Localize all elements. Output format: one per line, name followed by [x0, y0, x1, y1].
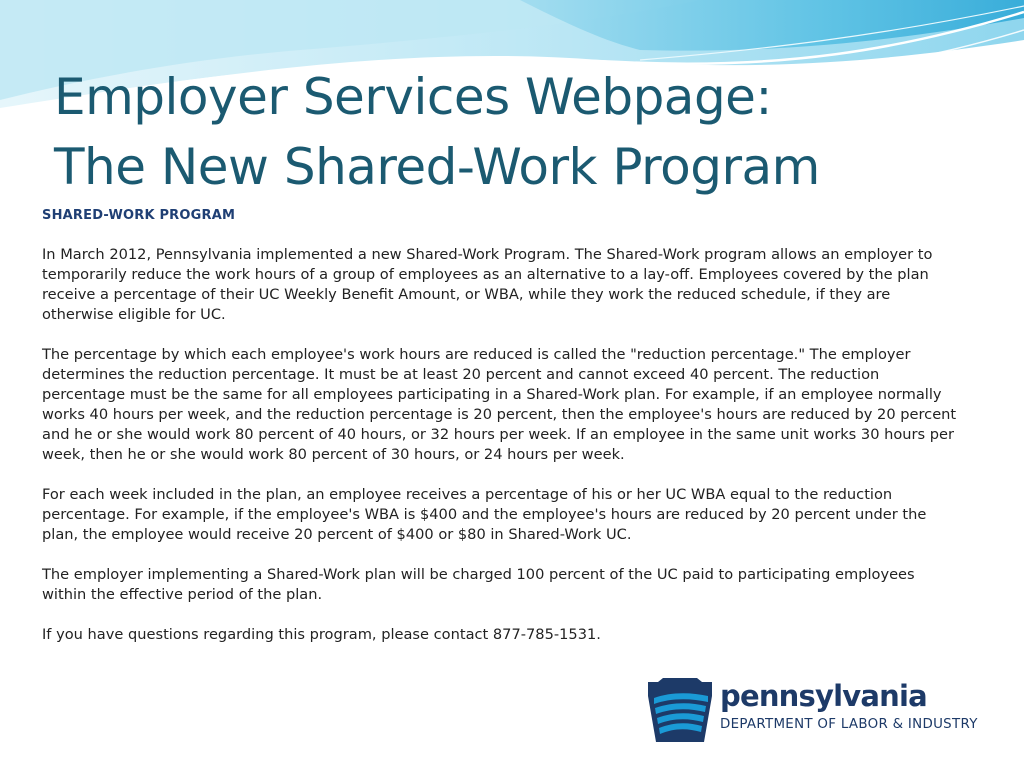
program-heading: SHARED-WORK PROGRAM — [42, 208, 236, 223]
program-paragraph-5: If you have questions regarding this program, please contact 877-785-1531. — [42, 626, 601, 643]
slide-title-line-2: The New Shared-Work Program — [54, 138, 820, 196]
logo-name: pennsylvania — [720, 679, 927, 713]
slide-title-line-1: Employer Services Webpage: — [54, 68, 772, 126]
program-paragraph-3: For each week included in the plan, an employee receives a percentage of his or her UC WBA equal to the reduction percentage. For example, if the employee's WBA is $400 and the employee's hours are reduced by 20 percent under the plan, the employee would receive 20 percent of $400 or $80 in Shared-Work UC. — [42, 486, 927, 543]
program-paragraph-1: In March 2012, Pennsylvania implemented a new Shared-Work Program. The Shared-Work program allows an employer to temporarily reduce the work hours of a group of employees as an alternative to a lay-off. Employees covered by the plan receive a percentage of their UC Weekly Benefit Amount, or WBA, while they work the reduced schedule, if they are otherwise eligible for UC. — [42, 246, 933, 323]
program-paragraph-4: The employer implementing a Shared-Work plan will be charged 100 percent of the UC paid to participating employees within the effective period of the plan. — [42, 566, 915, 603]
logo-department: DEPARTMENT OF LABOR & INDUSTRY — [720, 717, 978, 732]
slide-title — [54, 62, 820, 202]
program-paragraph-2: The percentage by which each employee's work hours are reduced is called the "reduction percentage." The employer determines the reduction percentage. It must be at least 20 percent and cannot exceed 40 percent. The reduction percentage must be the same for all employees participating in a Shared-Work plan. For example, if an employee normally works 40 hours per week, and the reduction percentage is 20 percent, then the employee's hours are reduced by 20 percent and he or she would work 80 percent of 40 hours, or 32 hours per week. If an employee in the same unit works 30 hours per week, then he or she would work 80 percent of 30 hours, or 24 hours per week. — [42, 346, 957, 463]
keystone-icon — [646, 678, 714, 742]
pa-dli-logo — [644, 678, 996, 744]
webpage-screenshot — [40, 202, 962, 680]
